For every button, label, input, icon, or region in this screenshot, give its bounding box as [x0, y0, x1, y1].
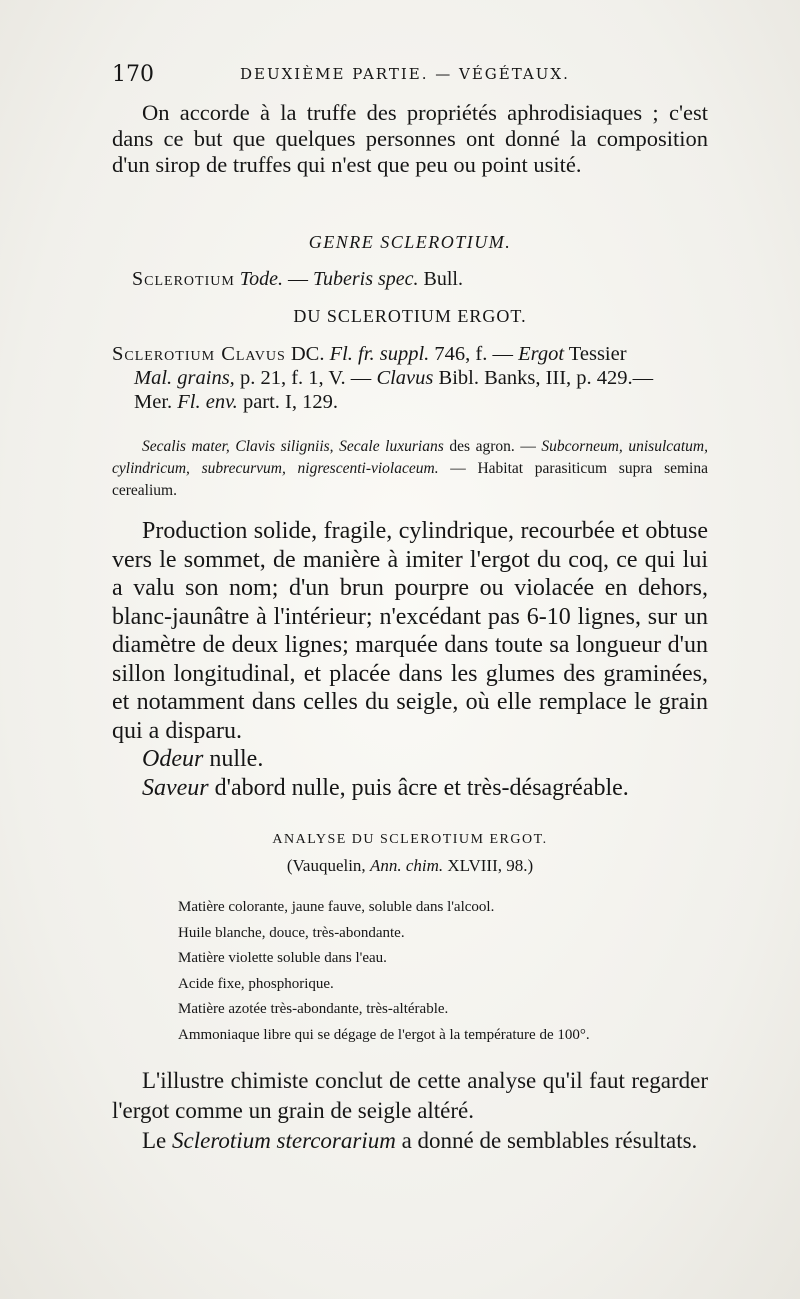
- description-text: Production solide, fragile, cylindrique, recourbée et obtuse vers le sommet, de manière à imiter l'ergot du coq, ce qui lui a valu son nom; d'un brun pourpre ou violacée en dehors, blanc-jaunâtre à l'intérieur; n'excédant pas 6-10 lignes, sur un diamètre de deux lignes; marquée dans toute sa longueur d'un sillon longitudinal, et placée dans les glumes des graminées, et notamment dans celles du seigle, où elle remplace le grain qui a disparu.: [112, 518, 708, 744]
- list-item: Ammoniaque libre qui se dégage de l'ergot à la température de 100°.: [178, 1026, 590, 1043]
- genus-author: Tode.: [239, 268, 283, 290]
- list-item: Matière colorante, jaune fauve, soluble dans l'alcool.: [178, 899, 495, 915]
- list-item: Matière violette soluble dans l'eau.: [178, 950, 387, 966]
- conclusion-second: [112, 1126, 708, 1156]
- intro-text: On accorde à la truffe des propriétés aphrodisiaques ; c'est dans ce but que quelques personnes ont donné la composition d'un sirop de truffes qui n'est que peu ou point usité.: [112, 100, 708, 177]
- reference-plate: 746, f. —: [429, 343, 519, 365]
- saveur-line: [112, 774, 708, 803]
- analysis-list: [112, 895, 774, 1048]
- conclusion: [112, 1066, 708, 1156]
- latin-diagnosis: [112, 436, 708, 502]
- description: [112, 517, 708, 802]
- conclusion-le: Le: [142, 1128, 173, 1153]
- reference-flora: Fl. fr. suppl.: [329, 343, 430, 365]
- latin-agron: des agron. —: [443, 438, 542, 455]
- saveur-value: d'abord nulle, puis âcre et très-désagréable.: [208, 774, 629, 801]
- reference-part: part. I, 129.: [237, 391, 339, 413]
- latin-habitat: — Habitat parasiticum supra semina cerealium.: [112, 460, 708, 499]
- page-number: 170: [112, 62, 154, 87]
- latin-characters: Subcorneum, unisulcatum, cylindricum, subrecurvum, nigrescenti-violaceum.: [112, 438, 708, 477]
- analysis-title: ANALYSE DU SCLEROTIUM ERGOT.: [272, 832, 548, 847]
- reference-mal-grains: Mal. grains,: [134, 367, 235, 389]
- reference-page: p. 21, f. 1, V. —: [234, 367, 377, 389]
- genre-heading: GENRE SCLEROTIUM.: [308, 232, 512, 252]
- synonym-dash: —: [282, 268, 313, 290]
- list-item: Acide fixe, phosphorique.: [178, 975, 334, 992]
- conclusion-results: a donné de semblables résultats.: [395, 1128, 698, 1153]
- saveur-label: Saveur: [142, 774, 209, 801]
- reference-author: DC.: [285, 343, 330, 365]
- species-reference: [112, 342, 708, 414]
- reference-mer: Mer.: [134, 391, 178, 413]
- conclusion-text: L'illustre chimiste conclut de cette analyse qu'il faut regarder l'ergot comme un grain de seigle altéré.: [112, 1068, 708, 1123]
- list-item: Huile blanche, douce, très-abondante.: [178, 924, 405, 941]
- genus-alt-name: Tuberis spec.: [312, 268, 419, 290]
- source-volume: XLVIII, 98.): [443, 856, 534, 875]
- source-author: (Vauquelin,: [286, 856, 370, 875]
- reference-clavus: Clavus: [376, 367, 434, 389]
- intro-paragraph: [112, 100, 708, 178]
- list-item: Matière azotée très-abondante, très-altérable.: [178, 1001, 449, 1017]
- odeur-label: Odeur: [142, 746, 204, 772]
- odeur-line: [112, 745, 708, 774]
- latin-synonyms: Secalis mater, Clavis siligniis, Secale luxurians: [142, 438, 444, 455]
- genus-synonymy: [112, 268, 728, 291]
- genus-alt-author: Bull.: [418, 268, 463, 290]
- reference-banks: Bibl. Banks, III, p. 429.—: [433, 367, 654, 389]
- odeur-value: nulle.: [203, 746, 264, 772]
- reference-ergot: Ergot: [518, 343, 565, 365]
- analysis-source: [112, 856, 708, 876]
- species-name: Sclerotium Clavus: [112, 343, 286, 365]
- section-title: DU SCLEROTIUM ERGOT.: [293, 306, 527, 326]
- source-journal: Ann. chim.: [369, 856, 444, 875]
- genus-name: Sclerotium: [132, 268, 235, 290]
- reference-fl-env: Fl. env.: [177, 391, 238, 413]
- reference-tessier: Tessier: [564, 343, 627, 365]
- running-title: DEUXIÈME PARTIE. — VÉGÉTAUX.: [240, 65, 570, 83]
- conclusion-species: Sclerotium stercorarium: [172, 1128, 396, 1153]
